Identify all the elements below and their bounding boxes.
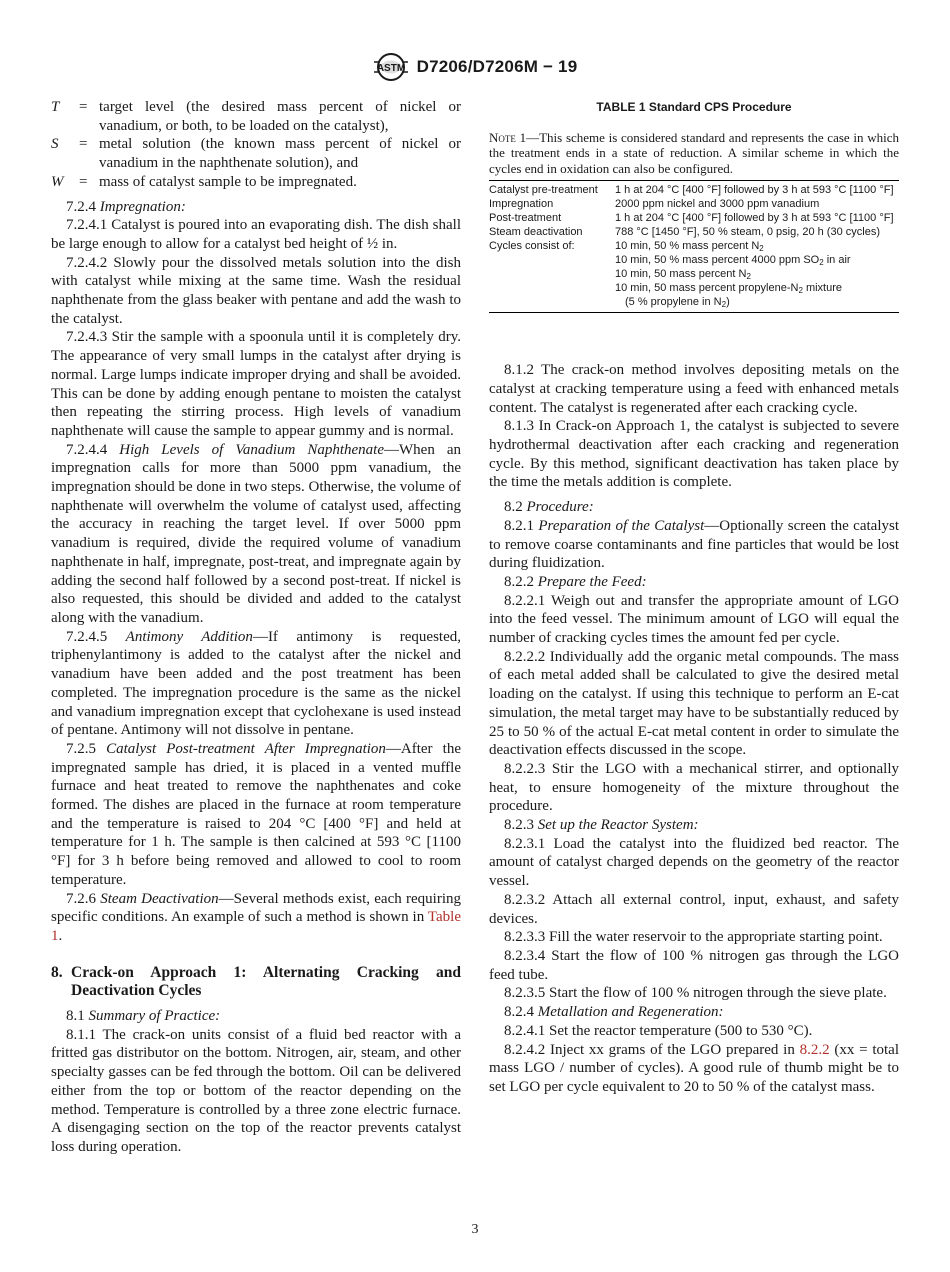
definition-s: S = metal solution (the known mass percent of nickel or vanadium in the naphthenate solution), and <box>51 136 461 172</box>
definition-t: T = target level (the desired mass percent of nickel or vanadium, or both, to be loaded on the catalyst), <box>51 99 461 134</box>
paragraph-8-2-3-4: 8.2.3.4 Start the flow of 100 % nitrogen gas through the LGO feed tube. <box>489 948 899 983</box>
paragraph-8-2-4-2: 8.2.4.2 Inject xx grams of the LGO prepared in 8.2.2 (xx = total mass LGO / number of cycles). A good rule of thumb might be to set LGO per cycle equivalent to 20 to 50 % of the catalyst mass. <box>489 1041 899 1095</box>
paragraph-8-2-4-1: 8.2.4.1 Set the reactor temperature (500 to 530 °C). <box>504 1022 813 1039</box>
paragraph-7-2-4-2: 7.2.4.2 Slowly pour the dissolved metals solution into the dish with catalyst while mixing at the same time. Wash the residual naphthenate from the glass beaker with pentane and add the wash to the catalyst. <box>51 254 461 327</box>
table-1-link[interactable]: Table 1 <box>51 909 461 944</box>
cps-table <box>489 180 899 313</box>
table-1 <box>489 98 899 313</box>
document-id: D7206/D7206M − 19 <box>416 57 578 76</box>
table-row: Post-treatment 1 h at 204 °C [400 °F] followed by 3 h at 593 °C [1100 °F] <box>489 212 894 225</box>
paragraph-7-2-4-5: 7.2.4.5 Antimony Addition—If antimony is requested, triphenylantimony is added to the catalyst after the nickel and vanadium have been added and the post treatment has been completed. The impregnation procedure is the same as the nickel and vanadium impregnation except that cyclohexane is used instead of pentane. Antimony will not dissolve in pentane. <box>51 628 461 739</box>
paragraph-8-2-2-1: 8.2.2.1 Weigh out and transfer the appropriate amount of LGO into the feed vessel. The minimum amount of LGO will equal the number of cracking cycles times the amount fed per cycle. <box>489 592 899 647</box>
table-row: 10 min, 50 mass percent propylene-$N_2$ mixture <box>615 282 843 296</box>
paragraph-7-2-5: 7.2.5 Catalyst Post-treatment After Impregnation—After the impregnated sample has dried, it is placed in a vented muffle furnace and heat treated to remove the naphthenates and coke formed. The dishes are placed in the furnace at room temperature and the temperature is raised to 204 °C [400 °F] and held at temperature for 1 h. The sample is then calcined at 593 °C [1100 °F] for 3 h before being removed and allowed to cool to room temperature. <box>51 740 461 888</box>
paragraph-8-2-3-5: 8.2.3.5 Start the flow of 100 % nitrogen through the sieve plate. <box>504 985 887 1002</box>
table-row: Steam deactivation 788 °C [1450 °F], 50 % steam, 0 psig, 20 h (30 cycles) <box>489 226 880 239</box>
right-column <box>489 98 899 1097</box>
left-column <box>51 98 461 1157</box>
paragraph-7-2-4-4: 7.2.4.4 High Levels of Vanadium Naphthenate—When an impregnation calls for more than 5000 ppm vanadium, the impregnation should be done in two steps. Otherwise, the volume of naphthenate will overwhelm the volume of catalyst used, affecting the accuracy in reaching the target level. If over 5000 ppm vanadium is required, divide the required volume of vanadium naphthenate in half, impregnate, post-treat, and impregnate again by adding the second half followed by a second post-treat. If nickel is also requested, this should be divided and added to the catalyst along with the vanadium. <box>51 441 461 626</box>
paragraph-8-2-2-2: 8.2.2.2 Individually add the organic metal compounds. The mass of each metal added shall be calculated to give the desired metal loading on the catalyst. If using this technique to perform an E-cat simulation, the metal target may have to be substantially reduced by 25 to 50 % of the actual E-cat metal content in order to simulate the deactivation effects discussed in the scope. <box>489 648 899 759</box>
table-row: 10 min, 50 mass percent $N_2$ <box>615 268 751 282</box>
page-number: 3 <box>471 1222 479 1237</box>
subsection-8-2: 8.2 Procedure: <box>504 499 594 516</box>
paragraph-7-2-4-1: 7.2.4.1 Catalyst is poured into an evaporating dish. The dish shall be large enough to allow for a catalyst bed height of ½ in. <box>51 217 461 252</box>
paragraph-8-1-2: 8.1.2 The crack-on method involves depositing metals on the catalyst at cracking temperature using a feed with enhanced metals content. The catalyst is regenerated after each cracking cycle. <box>489 362 899 416</box>
table-row: Impregnation 2000 ppm nickel and 3000 ppm vanadium <box>489 198 820 211</box>
paragraph-8-1-3: 8.1.3 In Crack-on Approach 1, the catalyst is subjected to severe hydrothermal deactivation after each cracking and regeneration cycle. By this method, significant deactivation has taken place by the time the metals addition is complete. <box>489 418 899 491</box>
section-8-heading: 8. Crack-on Approach 1: Alternating Cracking and Deactivation Cycles <box>51 963 461 1000</box>
table-row: 10 min, 50 % mass percent 4000 ppm $SO_2$ in air <box>615 254 851 268</box>
paragraph-8-2-2-3: 8.2.2.3 Stir the LGO with a mechanical stirrer, and optionally heat, to ensure homogeneity of the mixture throughout the procedure. <box>489 760 899 815</box>
paragraph-8-2-3-1: 8.2.3.1 Load the catalyst into the fluidized bed reactor. The amount of catalyst charged depends on the geometry of the reactor vessel. <box>489 835 899 890</box>
subsection-8-2-3: 8.2.3 Set up the Reactor System: <box>504 817 699 834</box>
table-row: (5 % propylene in $N_2$) <box>625 296 730 310</box>
paragraph-8-1-1: 8.1.1 The crack-on units consist of a fluid bed reactor with a fritted gas distributor on the bottom. Nitrogen, air, steam, and other specialty gasses can be fed through the bottom. Oil can be delivered either from the top or bottom of the reactor depending on the method. Temperature is controlled by a three zone electric furnace. A disengaging section on the top of the reactor prevents catalyst loss during operation. <box>51 1026 461 1155</box>
paragraph-7-2-4-3: 7.2.4.3 Stir the sample with a spoonula until it is completely dry. The appearance of very small lumps in the catalyst after drying is normal. Large lumps indicate improper drying and shall be avoided. This can be done by adding enough pentane to moisten the catalyst then repeating the stirring process. High levels of vanadium naphthenate will cause the sample to appear gummy and is normal. <box>51 329 461 439</box>
table-note: Note 1—This scheme is considered standard and represents the case in which the treatment ends in a state of reduction. A similar scheme in which the cycles end in oxidation can also be configured. <box>489 129 899 176</box>
paragraph-8-2-3-2: 8.2.3.2 Attach all external control, input, exhaust, and safety devices. <box>489 891 899 927</box>
subsection-7-2-4: 7.2.4 Impregnation: <box>66 198 186 215</box>
paragraph-7-2-6: 7.2.6 Steam Deactivation—Several methods exist, each requiring specific conditions. An example of such a method is shown in Table 1. <box>51 890 461 944</box>
table-title: TABLE 1 Standard CPS Procedure <box>596 100 792 114</box>
section-8-2-2-link[interactable]: 8.2.2 <box>799 1041 830 1058</box>
table-row: Cycles consist of: 10 min, 50 % mass percent $N_2$ <box>489 240 764 254</box>
svg-text:ASTM: ASTM <box>376 63 405 74</box>
subsection-8-2-4: 8.2.4 Metallation and Regeneration: <box>504 1004 724 1021</box>
subsection-8-1: 8.1 Summary of Practice: <box>66 1008 221 1025</box>
definition-w: W = mass of catalyst sample to be impregnated. <box>51 173 357 190</box>
subsection-8-2-2: 8.2.2 Prepare the Feed: <box>504 573 647 590</box>
paragraph-8-2-3-3: 8.2.3.3 Fill the water reservoir to the appropriate starting point. <box>504 929 883 946</box>
page-header <box>0 52 950 82</box>
paragraph-8-2-1: 8.2.1 Preparation of the Catalyst—Optionally screen the catalyst to remove coarse contaminants and fine particles that would be lost during fluidization. <box>489 517 899 572</box>
astm-logo-icon <box>373 52 409 82</box>
table-row: Catalyst pre-treatment 1 h at 204 °C [400 °F] followed by 3 h at 593 °C [1100 °F] <box>489 184 894 197</box>
